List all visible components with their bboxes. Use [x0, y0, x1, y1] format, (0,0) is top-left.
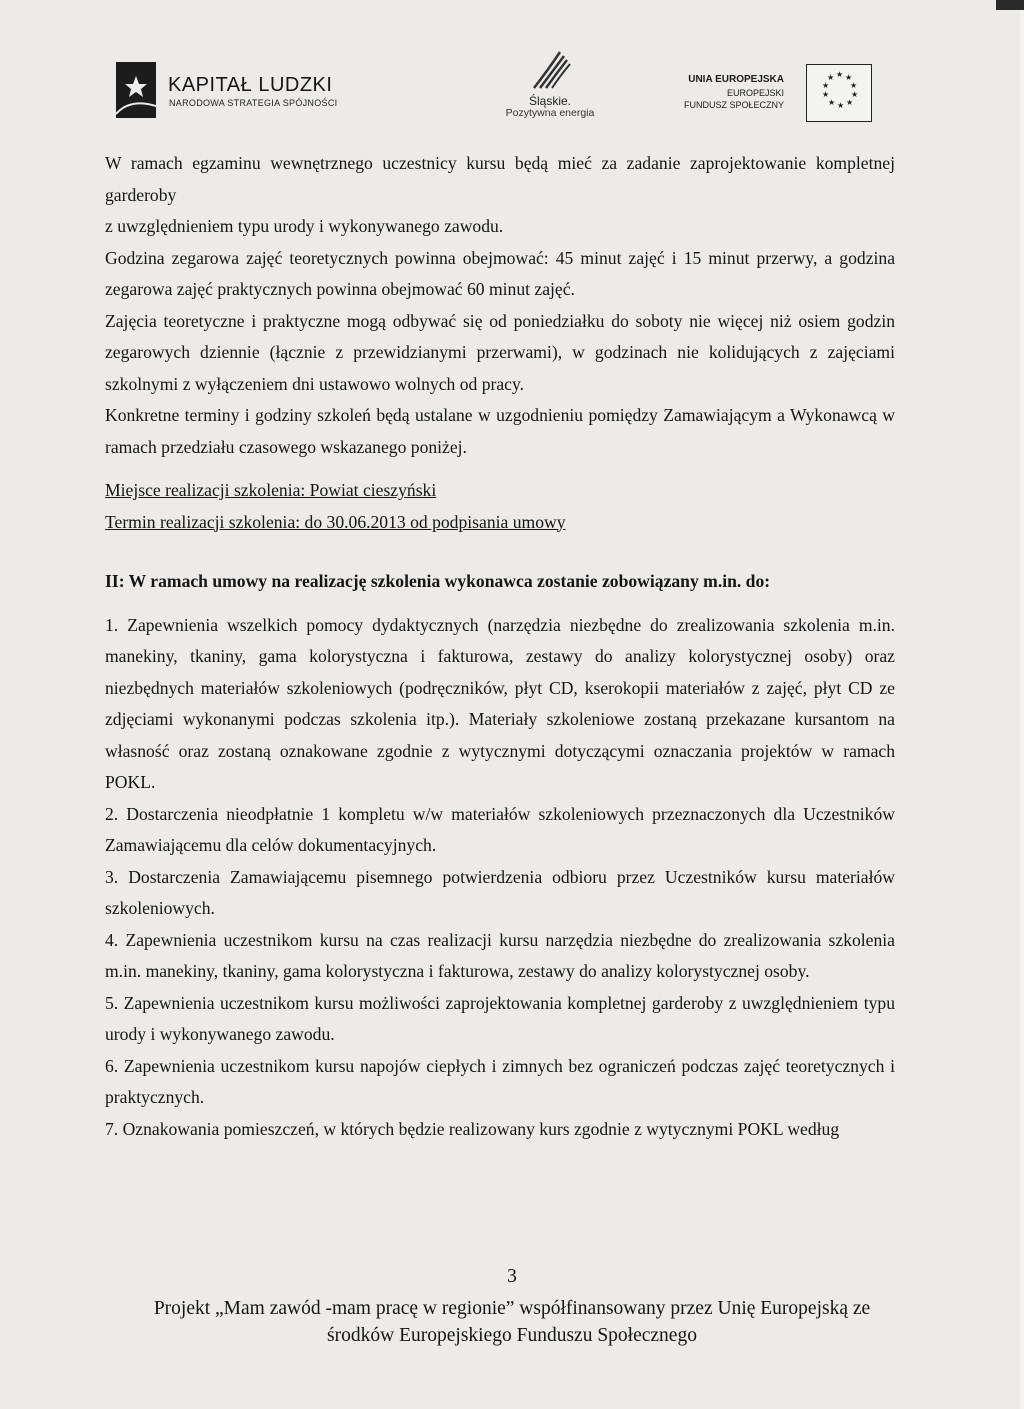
list-item: 6. Zapewnienia uczestnikom kursu napojów ciepłych i zimnych bez ograniczeń podczas zajęć teoretycznych i praktycznych. [105, 1055, 895, 1107]
svg-text:★: ★ [822, 90, 830, 99]
spacer [105, 538, 895, 566]
scan-corner-mark [996, 0, 1024, 10]
page-number: 3 [507, 1266, 517, 1287]
page-edge [1020, 0, 1024, 1409]
footer-line-2: środków Europejskiego Funduszu Społecznego [327, 1325, 697, 1346]
svg-text:★: ★ [851, 90, 859, 99]
eu-line-2: EUROPEJSKI [726, 88, 784, 98]
list-item: 3. Dostarczenia Zamawiającemu pisemnego potwierdzenia odbioru przez Uczestników kursu materiałów szkoleniowych. [105, 866, 895, 918]
star-emblem-icon [116, 62, 156, 118]
footer-line-1: Projekt „Mam zawód -mam pracę w regionie” współfinansowany przez Unię Europejską ze [153, 1298, 871, 1319]
list-item: 1. Zapewnienia wszelkich pomocy dydaktycznych (narzędzia niezbędne do zrealizowania szkolenia m.in. manekiny, tkaniny, gama kolorystyczna i fakturowa, zestawy do analizy kolorystycznej osoby) oraz niezbędnych materiałów szkoleniowych (podręczników, płyt CD, kserokopii materiałów z zajęć, płyt CD ze zdjęciami wykonanymi podczas szkolenia itp.). Materiały szkoleniowe zostaną przekazane kursantom na własność oraz zostaną oznakowane zgodnie z wytycznymi dotyczącymi oznaczania projektów w ramach POKL. [105, 614, 895, 792]
eu-line-3: FUNDUSZ SPOŁECZNY [683, 100, 784, 110]
page-footer [0, 1263, 1024, 1349]
slaskie-slogan: Pozytywna energia [505, 107, 595, 119]
spacer [105, 598, 895, 610]
list-item: 2. Dostarczenia nieodpłatnie 1 kompletu w/w materiałów szkoleniowych przeznaczonych dla Uczestników Zamawiającemu dla celów dokumentacyjnych. [105, 803, 895, 855]
kapital-ludzki-title: KAPITAŁ LUDZKI [168, 74, 333, 96]
intro-paragraph-2: z uwzględnieniem typu urody i wykonywanego zawodu. [105, 216, 504, 236]
document-body [105, 148, 895, 1145]
eu-logo [676, 62, 876, 124]
intro-paragraph-1: W ramach egzaminu wewnętrznego uczestnicy kursu będą mieć za zadanie zaprojektowanie kompletnej garderoby [105, 153, 895, 205]
intro-paragraph-5: Konkretne terminy i godziny szkoleń będą ustalane w uzgodnieniu pomiędzy Zamawiającym a Wykonawcą w ramach przedziału czasowego wskazanego poniżej. [105, 405, 895, 457]
slaskie-wave-icon [490, 48, 610, 94]
spacer [105, 463, 895, 475]
eu-flag-icon [806, 64, 872, 122]
list-item: 4. Zapewnienia uczestnikom kursu na czas realizacji kursu narzędzia niezbędne do zrealizowania szkolenia m.in. manekiny, tkaniny, gama kolorystyczna i fakturowa, zestawy do analizy kolorystycznej osoby. [105, 929, 895, 981]
svg-text:★: ★ [827, 73, 835, 82]
kapital-ludzki-logo [104, 56, 364, 122]
kapital-ludzki-emblem [116, 62, 156, 118]
term-line: Termin realizacji szkolenia: do 30.06.2013 od podpisania umowy [105, 511, 566, 532]
svg-text:★: ★ [845, 73, 853, 82]
kapital-ludzki-subtitle: NARODOWA STRATEGIA SPÓJNOŚCI [169, 98, 338, 108]
list-item: 7. Oznakowania pomieszczeń, w których będzie realizowany kurs zgodnie z wytycznymi POKL według [105, 1118, 840, 1139]
intro-paragraph-4: Zajęcia teoretyczne i praktyczne mogą odbywać się od poniedziałku do soboty nie więcej niż osiem godzin zegarowych dziennie (łącznie z przewidzianymi przerwami), w godzinach nie kolidujących z zajęciami szkolnymi z wyłączeniem dni ustawowo wolnych od pracy. [105, 310, 895, 394]
svg-text:★: ★ [837, 101, 845, 110]
slaskie-name: Śląskie. [528, 94, 572, 108]
svg-text:★: ★ [846, 98, 854, 107]
list-item: 5. Zapewnienia uczestnikom kursu możliwości zaprojektowania kompletnej garderoby z uwzględnieniem typu urody i wykonywanego zawodu. [105, 992, 895, 1044]
svg-text:★: ★ [822, 81, 830, 90]
svg-text:★: ★ [850, 81, 858, 90]
place-line: Miejsce realizacji szkolenia: Powiat cieszyński [105, 480, 437, 500]
svg-text:★: ★ [836, 70, 844, 79]
svg-text:★: ★ [828, 98, 836, 107]
eu-line-1: UNIA EUROPEJSKA [688, 74, 784, 85]
slaskie-logo [490, 48, 610, 124]
intro-paragraph-3: Godzina zegarowa zajęć teoretycznych powinna obejmować: 45 minut zajęć i 15 minut przerwy, a godzina zegarowa zajęć praktycznych powinna obejmować 60 minut zajęć. [105, 247, 895, 299]
section-heading: II: W ramach umowy na realizację szkolenia wykonawca zostanie zobowiązany m.in. do: [105, 571, 771, 591]
